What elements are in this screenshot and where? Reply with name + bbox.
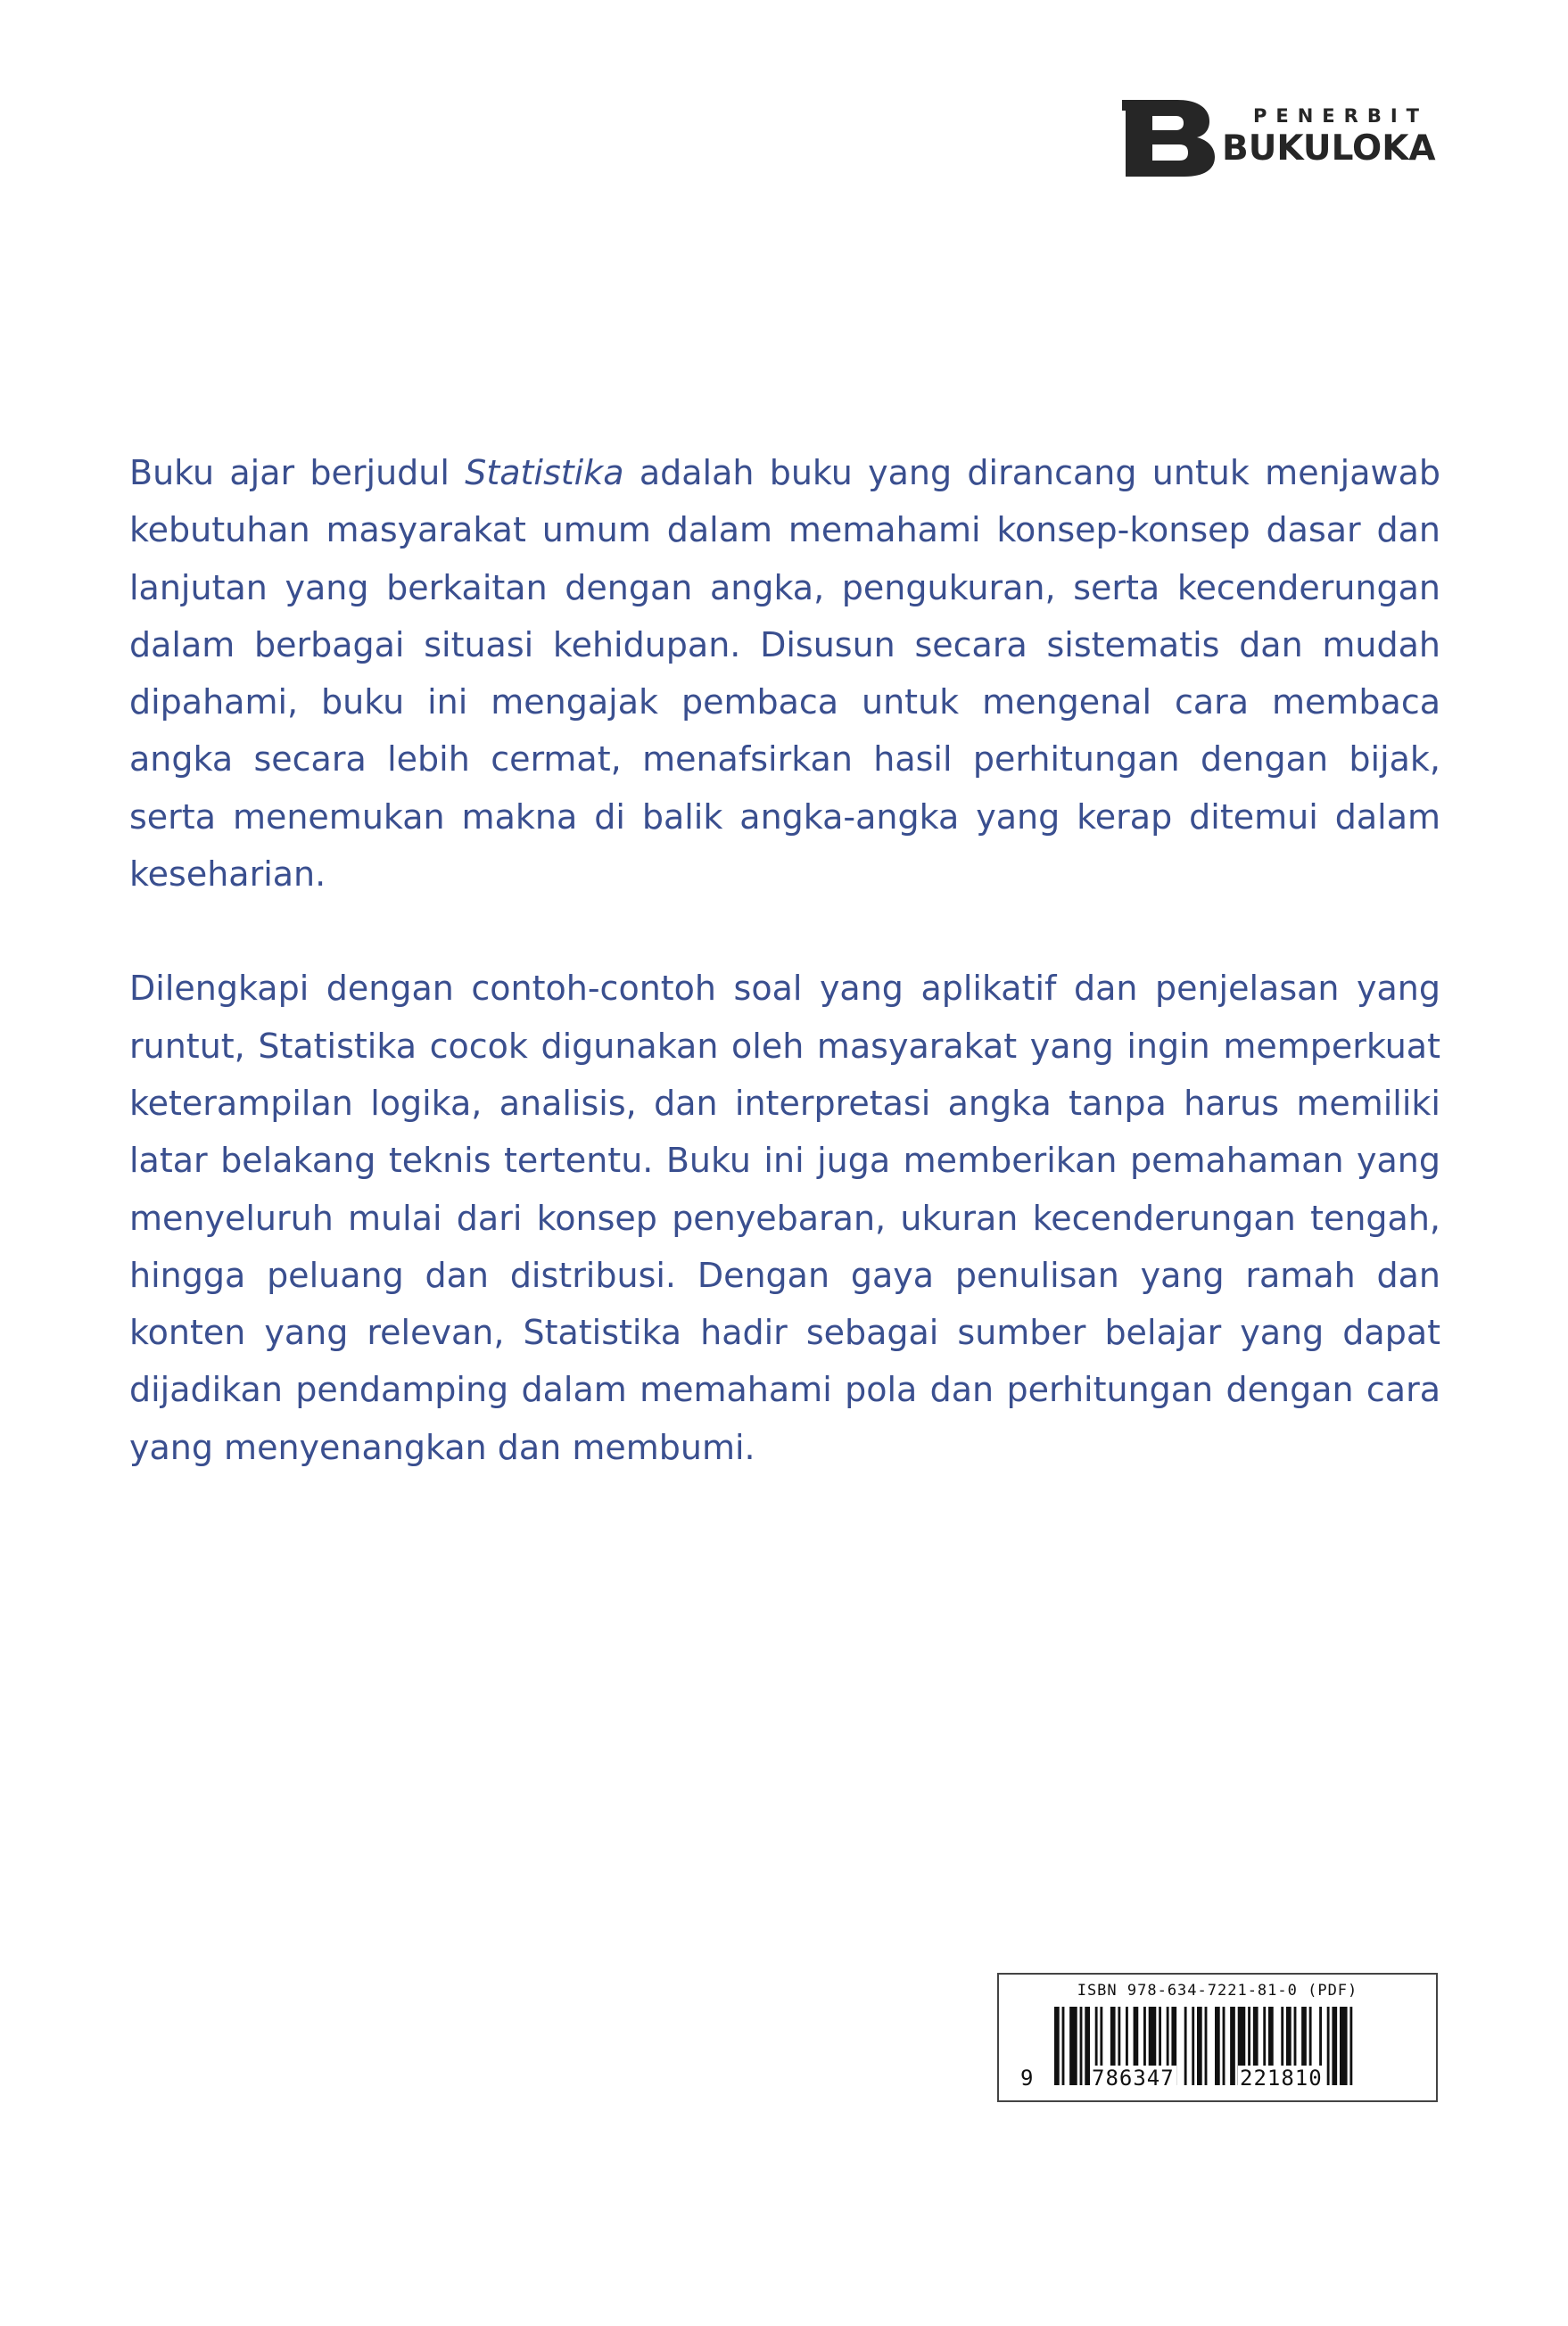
barcode-bar: [1205, 2007, 1208, 2085]
isbn-label: ISBN 978-634-7221-81-0 (PDF): [1077, 1982, 1358, 2000]
barcode-bar: [1223, 2007, 1226, 2085]
blurb-p1-rest: adalah buku yang dirancang untuk menjawab kebutuhan masyarakat umum dalam memahami konsep-konsep dasar dan lanjutan yang berkaitan dengan angka, pengukuran, serta kecenderungan dalam berbagai situasi kehidupan. Disusun secara sistematis dan mudah dipahami, buku ini mengajak pembaca untuk mengenal cara membaca angka secara lebih cermat, menafsirkan hasil perhitungan dengan bijak, serta menemukan makna di balik angka-angka yang kerap ditemui dalam keseharian.: [129, 453, 1440, 895]
publisher-logo: [1122, 96, 1443, 178]
barcode-digits-right: 221810: [1240, 2066, 1323, 2091]
publisher-label: PENERBIT: [1253, 105, 1428, 127]
blurb-paragraph-2: Dilengkapi dengan contoh-contoh soal yang aplikatif dan penjelasan yang runtut, Statistika cocok digunakan oleh masyarakat yang ingin memperkuat keterampilan logika, analisis, dan interpretasi angka tanpa harus memiliki latar belakang teknis tertentu. Buku ini juga memberikan pemahaman yang menyeluruh mulai dari konsep penyebaran, ukuran kecenderungan tengah, hingga peluang dan distribusi. Dengan gaya penulisan yang ramah dan konten yang relevan, Statistika hadir sebagai sumber belajar yang dapat dijadikan pendamping dalam memahami pola dan perhitungan dengan cara yang menyenangkan dan membumi.: [129, 969, 1440, 1467]
back-cover-blurb: [129, 444, 1440, 1533]
barcode-bar: [1332, 2007, 1337, 2085]
barcode-bar: [1062, 2007, 1065, 2085]
barcode-bar: [1197, 2007, 1202, 2085]
barcode-bar: [1192, 2007, 1194, 2085]
isbn-barcode-box: [997, 1973, 1438, 2102]
barcode-bar: [1230, 2007, 1235, 2085]
publisher-name: BUKULOKA: [1222, 128, 1436, 169]
barcode-bar: [1184, 2007, 1187, 2085]
publisher-b-mark: [1122, 96, 1220, 178]
blurb-p1-intro: Buku ajar berjudul: [129, 453, 466, 492]
barcode-bar: [1340, 2007, 1348, 2085]
barcode-bar: [1327, 2007, 1330, 2085]
book-title-inline: Statistika: [465, 453, 624, 492]
barcode-bar: [1215, 2007, 1220, 2085]
barcode-bar: [1054, 2007, 1060, 2085]
barcode-digit-first: 9: [1020, 2066, 1034, 2091]
barcode-bar: [1080, 2007, 1083, 2085]
barcode-digits-left: 786347: [1092, 2066, 1175, 2091]
barcode-bar: [1349, 2007, 1352, 2085]
barcode-bar: [1069, 2007, 1077, 2085]
blurb-paragraph-1: [129, 444, 1440, 903]
